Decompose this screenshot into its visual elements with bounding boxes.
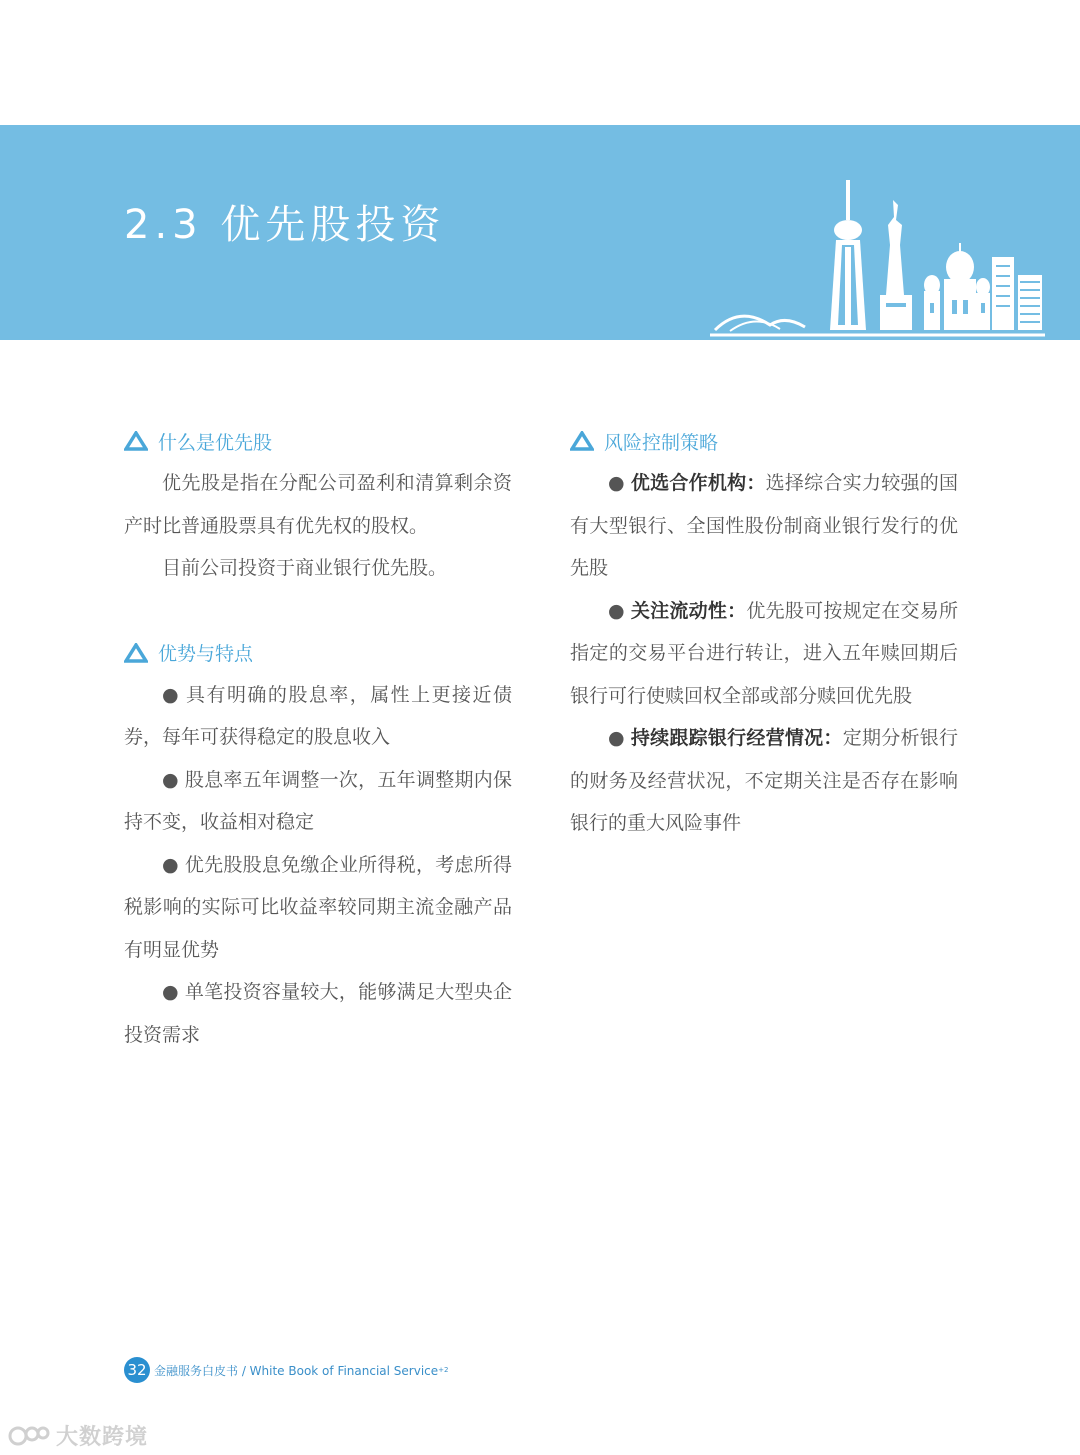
page-number: 32 <box>124 1357 150 1383</box>
bullet-item <box>124 971 512 1056</box>
triangle-icon <box>570 431 594 451</box>
bullet-text: 优先股可按规定在交易所指定的交易平台进行转让，进入五年赎回期后银行可行使赎回权全部或部分赎回优先股 <box>570 599 958 707</box>
left-column <box>124 420 512 1056</box>
section-heading-label: 优势与特点 <box>158 643 254 665</box>
bullet-dot: ● <box>608 472 625 494</box>
bullet-dot: ● <box>162 768 179 791</box>
bullet-dot: ● <box>162 853 179 876</box>
section-heading-what-is-preferred-stock <box>124 420 512 462</box>
footer-superscript: +2 <box>438 1366 449 1374</box>
bullet-dot: ● <box>162 981 179 1003</box>
watermark-text: 大数跨境 <box>56 1425 149 1450</box>
bullet-text: 定期分析银行的财务及经营状况，不定期关注是否存在影响银行的重大风险事件 <box>570 727 958 834</box>
page-footer <box>124 1357 448 1383</box>
section-heading-risk-control <box>570 420 958 462</box>
bullet-item <box>570 462 958 590</box>
page-title: 2.3 优先股投资 <box>124 202 446 248</box>
bullet-term: 持续跟踪银行经营情况： <box>630 727 843 749</box>
bullet-item <box>124 674 512 759</box>
bullet-item <box>570 717 958 845</box>
bullet-item <box>124 844 512 972</box>
triangle-icon <box>124 431 148 451</box>
bullet-item <box>124 759 512 844</box>
bullet-text: 单笔投资容量较大，能够满足大型央企投资需求 <box>124 981 512 1046</box>
bullet-text: 优先股股息免缴企业所得税，考虑所得税影响的实际可比收益率较同期主流金融产品有明显优势 <box>124 853 512 961</box>
paragraph: 目前公司投资于商业银行优先股。 <box>162 557 448 579</box>
bullet-dot: ● <box>608 599 625 622</box>
footer-text: 金融服务白皮书 / White Book of Financial Service <box>154 1363 439 1378</box>
right-column <box>570 420 958 845</box>
bullet-dot: ● <box>608 727 625 749</box>
section-banner <box>0 125 1080 340</box>
paragraph: 优先股是指在分配公司盈利和清算剩余资产时比普通股票具有优先权的股权。 <box>124 472 512 537</box>
watermark <box>8 1420 148 1451</box>
bullet-term: 关注流动性： <box>630 599 747 622</box>
section-heading-advantages <box>124 632 512 674</box>
section-heading-label: 风险控制策略 <box>604 431 719 454</box>
bullet-text: 具有明确的股息率，属性上更接近债券，每年可获得稳定的股息收入 <box>124 683 512 748</box>
watermark-logo-icon <box>8 1424 50 1448</box>
triangle-icon <box>124 643 148 663</box>
section-heading-label: 什么是优先股 <box>158 431 273 454</box>
bullet-item <box>570 590 958 718</box>
bullet-text: 股息率五年调整一次，五年调整期内保持不变，收益相对稳定 <box>124 768 512 833</box>
bullet-dot: ● <box>162 683 181 706</box>
bullet-text: 选择综合实力较强的国有大型银行、全国性股份制商业银行发行的优先股 <box>570 472 958 579</box>
city-skyline-illustration <box>700 175 1050 340</box>
bullet-term: 优选合作机构： <box>630 472 766 494</box>
